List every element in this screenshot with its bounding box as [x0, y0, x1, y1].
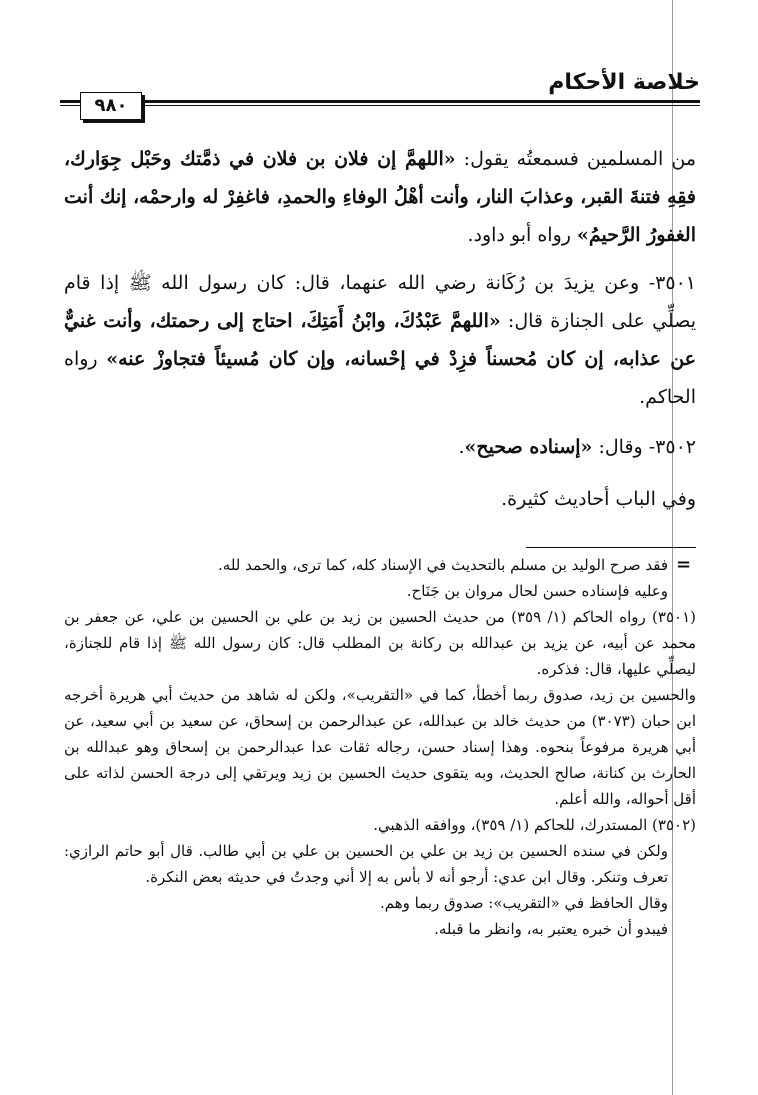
footnotes — [64, 552, 696, 942]
text-span: . — [458, 436, 465, 458]
paragraph-hadith-3501 — [64, 264, 696, 416]
footnote-line: والحسين بن زيد، صدوق ربما أخطأ، كما في «التقريب»، ولكن له شاهد من حديث أبي هريرة أخرجه ابن حبان (٣٠٧٣) من حديث خالد بن عبدالله، عن عبدالرحمن بن إسحاق، عن سعيد بن أبي سعيد، عن أبي هريرة مرفوعاً بنحوه. وهذا إسناد حسن، رجاله ثقات عدا عبدالرحمن بن إسحاق وهو عبدالله بن الحارث بن كنانة، صالح الحديث، وبه يتقوى حديث الحسين بن زيد ويرتقي إلى درجة الحسن لذاته على أقل أحواله، والله أعلم. — [64, 686, 696, 808]
page-header — [60, 62, 700, 122]
header-rule — [60, 100, 700, 103]
paragraph-hadith-continuation — [64, 140, 696, 254]
paragraph-closing: وفي الباب أحاديث كثيرة. — [501, 488, 696, 510]
continuation-mark: = — [676, 554, 692, 575]
paragraph-hadith-3502 — [64, 428, 696, 466]
hadith-quote: «اللهمَّ عَبْدُكَ، وابْنُ أَمَتِكَ، احتاج إلى رحمتك، وأنت غنيٌّ عن عذابه، إن كان مُحسناً فزِدْ في إحْسانه، وإن كان مُسيئاً فتجاوزْ عنه» — [64, 310, 696, 370]
main-text — [64, 140, 696, 518]
footnote-divider — [526, 547, 696, 548]
header-rule-thin — [60, 105, 700, 106]
footnote-line: ولكن في سنده الحسين بن زيد بن علي بن الحسين بن علي بن أبي طالب. قال أبو حاتم الرازي: تعرف وتنكر. وقال ابن عدي: أرجو أنه لا بأس به إلا أني وجدتُ في حديثه بعض النكرة. — [64, 842, 668, 886]
text-span: رواه الحاكم. — [64, 348, 696, 408]
hadith-quote: «إسناده صحيح» — [464, 436, 593, 458]
page-number: ٩٨٠ — [80, 92, 142, 120]
footnote-3501: (٣٥٠١) رواه الحاكم (١/ ٣٥٩) من حديث الحسين بن زيد بن علي بن الحسين بن علي، عن جعفر بن محمد عن أبيه، عن يزيد بن عبدالله بن ركانة بن المطلب قال: كان رسول الله ﷺ إذا قام للجنازة، ليصلِّي عليها، قال: فذكره. — [64, 608, 696, 678]
text-span: ٣٥٠١- وعن يزيدَ بن رُكَانة رضي الله عنهما، قال: كان رسول الله ﷺ إذا قام يصلِّي على الجنازة قال: — [64, 272, 696, 332]
text-span: ٣٥٠٢- وقال: — [592, 436, 696, 458]
footnote-3502: (٣٥٠٢) المستدرك، للحاكم (١/ ٣٥٩)، ووافقه الذهبي. — [373, 816, 696, 834]
text-span: من المسلمين فسمعتُه يقول: — [455, 148, 697, 170]
hadith-quote: «اللهمَّ إن فلان بن فلان في ذمَّتك وحَبْل جِوَارك، فقِهِ فتنةَ القبر، وعذابَ النار، وأنت أهْلُ الوفاءِ والحمدِ، فاغفِرْ له وارحمْه، إنك أنت الغفورُ الرَّحيمُ» — [64, 148, 696, 246]
book-title: خلاصة الأحكام — [548, 70, 700, 95]
footnote-line: فيبدو أن خبره يعتبر به، وانظر ما قبله. — [434, 920, 668, 938]
footnote-line: فقد صرح الوليد بن مسلم بالتحديث في الإسناد كله، كما ترى، والحمد لله. — [218, 556, 668, 574]
footnote-line: وعليه فإسناده حسن لحال مروان بن جَنَاح. — [406, 582, 668, 600]
footnote-line: وقال الحافظ في «التقريب»: صدوق ربما وهم. — [379, 894, 668, 912]
text-span: رواه أبو داود. — [467, 224, 577, 246]
